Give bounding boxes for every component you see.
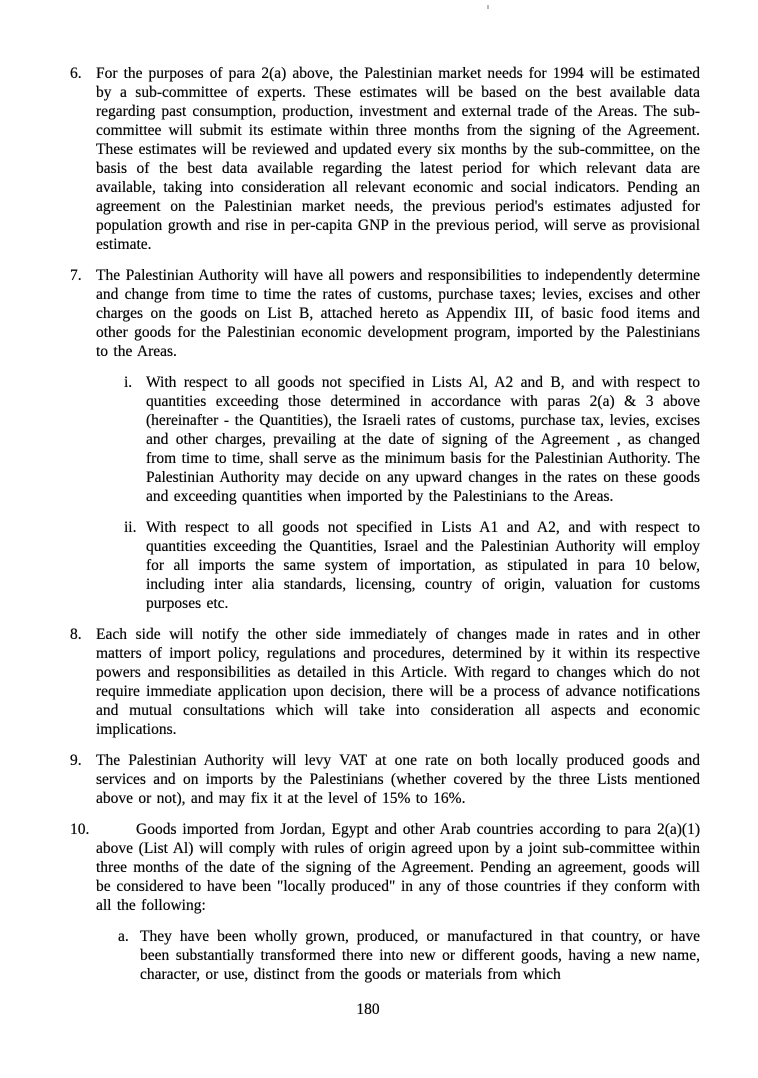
- paragraph-6-marker: 6.: [70, 65, 82, 82]
- subitem-i-text: With respect to all goods not specified in Lists Al, A2 and B, and with respect to quantities exceeding those determined in accordance with paras 2(a) & 3 above (hereinafter - the Quantities), the Israeli rates of customs, purchase tax, levies, excises and other charges, prevailing at the date of signing of the Agreement , as changed from time to time, shall serve as the minimum basis for the Palestinian Authority. The Palestinian Authority may decide on any upward changes in the rates on these goods and exceeding quantities when imported by the Palestinians to the Areas.: [146, 374, 700, 505]
- subitem-i: [124, 373, 700, 506]
- paragraph-10-marker: 10.: [70, 821, 90, 838]
- subitem-ii-text: With respect to all goods not specified in Lists A1 and A2, and with respect to quantities exceeding the Quantities, Israel and the Palestinian Authority will employ for all imports the same system of importation, as stipulated in para 10 below, including inter alia standards, licensing, country of origin, valuation for customs purposes etc.: [146, 519, 700, 612]
- subitem-a-text: They have been wholly grown, produced, or manufactured in that country, or have been substantially transformed there into new or different goods, having a new name, character, or use, distinct from the goods or materials from which: [140, 928, 700, 983]
- subitem-ii-marker: ii.: [124, 519, 137, 536]
- paragraph-8: [70, 625, 700, 739]
- paragraph-7-text: The Palestinian Authority will have all powers and responsibilities to independently determine and change from time to time the rates of customs, purchase taxes; levies, excises and other charges on the goods on List B, attached hereto as Appendix III, of basic food items and other goods for the Palestinian economic development program, imported by the Palestinians to the Areas.: [96, 267, 700, 360]
- page-content: [70, 64, 700, 996]
- paragraph-7: [70, 266, 700, 361]
- paragraph-6: [70, 64, 700, 254]
- paragraph-9-marker: 9.: [70, 752, 82, 769]
- subitem-a-marker: a.: [118, 928, 129, 945]
- subitem-a: [118, 927, 700, 984]
- paragraph-9: [70, 751, 700, 808]
- paragraph-6-text: For the purposes of para 2(a) above, the Palestinian market needs for 1994 will be estimated by a sub-committee of experts. These estimates will be based on the best available data regarding past consumption, production, investment and external trade of the Areas. The sub-committee will submit its estimate within three months from the signing of the Agreement. These estimates will be reviewed and updated every six months by the sub-committee, on the basis of the best data available regarding the latest period for which relevant data are available, taking into consideration all relevant economic and social indicators. Pending an agreement on the Palestinian market needs, the previous period's estimates adjusted for population growth and rise in per-capita GNP in the previous period, will serve as provisional estimate.: [96, 65, 700, 253]
- scan-artifact-speck: [487, 5, 489, 9]
- paragraph-8-marker: 8.: [70, 626, 82, 643]
- subitem-i-marker: i.: [124, 374, 133, 391]
- paragraph-10: [70, 820, 700, 915]
- paragraph-10-text: Goods imported from Jordan, Egypt and other Arab countries according to para 2(a)(1) above (List Al) will comply with rules of origin agreed upon by a joint sub-committee within three months of the date of the signing of the Agreement. Pending an agreement, goods will be considered to have been "locally produced" in any of those countries if they conform with all the following:: [96, 821, 700, 914]
- subitem-ii: [124, 518, 700, 613]
- paragraph-7-marker: 7.: [70, 267, 82, 284]
- paragraph-9-text: The Palestinian Authority will levy VAT at one rate on both locally produced goods and services and on imports by the Palestinians (whether covered by the three Lists mentioned above or not), and may fix it at the level of 15% to 16%.: [96, 752, 700, 807]
- paragraph-8-text: Each side will notify the other side immediately of changes made in rates and in other matters of import policy, regulations and procedures, determined by it within its respective powers and responsibilities as detailed in this Article. With regard to changes which do not require immediate application upon decision, there will be a process of advance notifications and mutual consultations which will take into consideration all aspects and economic implications.: [96, 626, 700, 738]
- page-number: 180: [356, 1001, 380, 1018]
